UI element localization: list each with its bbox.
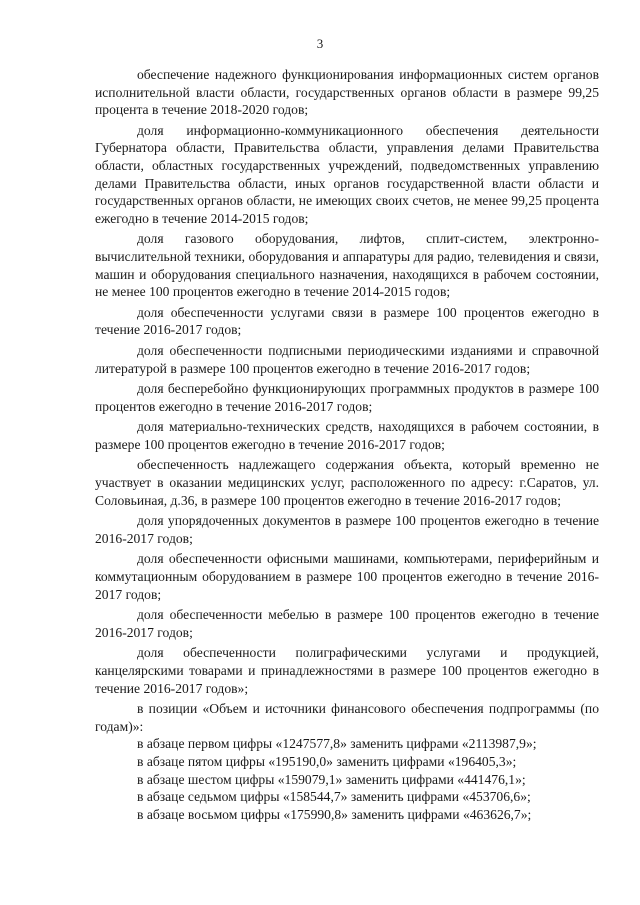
paragraph: доля обеспеченности полиграфическими услугами и продукцией, канцелярскими товарами и принадлежностями в размере 100 процентов ежегодно в течение 2016-2017 годов»; [95, 645, 599, 696]
paragraph: доля обеспеченности офисными машинами, компьютерами, периферийным и коммутационным оборудованием в размере 100 процентов ежегодно в течение 2016-2017 годов; [95, 551, 599, 602]
paragraph: доля обеспеченности услугами связи в размере 100 процентов ежегодно в течение 2016-2017 годов; [95, 304, 599, 338]
paragraph: обеспеченность надлежащего содержания объекта, который временно не участвует в оказании медицинских услуг, расположенного по адресу: г.Саратов, ул. Соловьиная, д.36, в размере 100 процентов ежегодно в течение 2016-2017 годов; [95, 457, 599, 508]
amendment-line: в абзаце восьмом цифры «175990,8» заменить цифрами «463626,7»; [137, 806, 532, 822]
paragraph: доля информационно-коммуникационного обеспечения деятельности Губернатора области, Правительства области, управления делами Правительства области, областных государственных учреждений, подведомственных управлению делами Правительства области, иных органов государственной власти области и государственных органов области, не имеющих своих счетов, не менее 99,25 процента ежегодно в течение 2014-2015 годов; [95, 122, 599, 226]
paragraph: в позиции «Объем и источники финансового обеспечения подпрограммы (по годам)»: [95, 701, 599, 734]
paragraph: доля обеспеченности подписными периодическими изданиями и справочной литературой в размере 100 процентов ежегодно в течение 2016-2017 годов; [95, 342, 599, 376]
amendment-line: в абзаце пятом цифры «195190,0» заменить цифрами «196405,3»; [137, 753, 517, 769]
paragraph: доля упорядоченных документов в размере 100 процентов ежегодно в течение 2016-2017 годов; [95, 513, 599, 546]
document-body [95, 66, 599, 823]
paragraph: доля обеспеченности мебелью в размере 100 процентов ежегодно в течение 2016-2017 годов; [95, 607, 599, 640]
amendment-line: в абзаце первом цифры «1247577,8» заменить цифрами «2113987,9»; [137, 736, 537, 752]
paragraph: доля материально-технических средств, находящихся в рабочем состоянии, в размере 100 процентов ежегодно в течение 2016-2017 годов; [95, 419, 599, 452]
paragraph: доля газового оборудования, лифтов, сплит-систем, электронно-вычислительной техники, оборудования и аппаратуры для радио, телевидения и связи, машин и оборудования специального назначения, находящихся в рабочем состоянии, не менее 100 процентов ежегодно в течение 2014-2015 годов; [95, 231, 599, 300]
amendment-line: в абзаце шестом цифры «159079,1» заменить цифрами «441476,1»; [137, 771, 526, 787]
amendment-line: в абзаце седьмом цифры «158544,7» заменить цифрами «453706,6»; [137, 789, 531, 805]
paragraph: доля бесперебойно функционирующих программных продуктов в размере 100 процентов ежегодно в течение 2016-2017 годов; [95, 381, 599, 414]
page-number: 3 [316, 36, 324, 51]
paragraph: обеспечение надежного функционирования информационных систем органов исполнительной власти области, государственных органов области в размере 99,25 процента в течение 2018-2020 годов; [95, 67, 599, 118]
